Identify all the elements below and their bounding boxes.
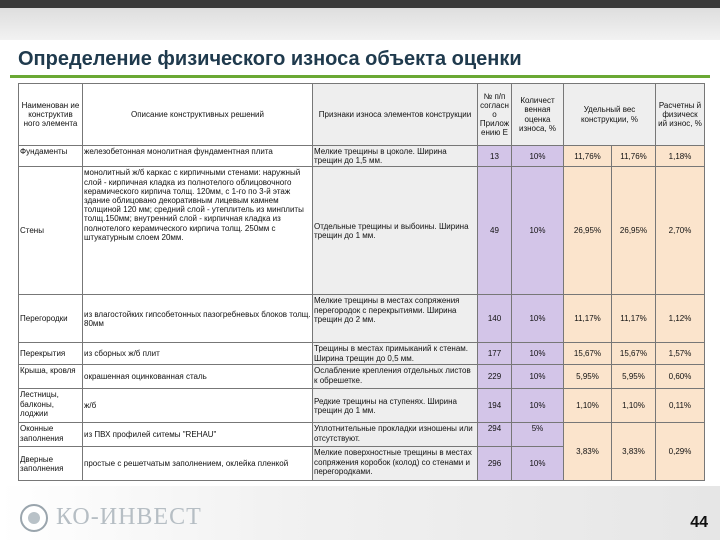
cell-calc: 0,11% xyxy=(656,389,705,423)
cell-weight-2: 3,83% xyxy=(612,423,656,481)
cell-element: Стены xyxy=(19,167,83,295)
cell-element: Фундаменты xyxy=(19,146,83,167)
top-bar-dark-strip xyxy=(0,0,720,8)
cell-calc: 2,70% xyxy=(656,167,705,295)
cell-weight-2: 1,10% xyxy=(612,389,656,423)
cell-weight-2: 11,76% xyxy=(612,146,656,167)
cell-calc: 1,57% xyxy=(656,343,705,365)
cell-element: Дверные заполнения xyxy=(19,447,83,481)
cell-signs: Мелкие поверхностные трещины в местах сопряжения коробок (колод) со стенами и перегородками. xyxy=(313,447,478,481)
cell-element: Лестницы, балконы, лоджии xyxy=(19,389,83,423)
cell-calc: 1,18% xyxy=(656,146,705,167)
table-row xyxy=(19,167,705,295)
page-number: 44 xyxy=(690,514,708,531)
cell-description: простые с решетчатым заполнением, оклейка пленкой xyxy=(83,447,313,481)
cell-weight-2: 5,95% xyxy=(612,365,656,389)
cell-description: железобетонная монолитная фундаментная плита xyxy=(83,146,313,167)
table-row xyxy=(19,343,705,365)
cell-wear: 10% xyxy=(512,343,564,365)
cell-signs: Мелкие трещины в цоколе. Ширина трещин до 1,5 мм. xyxy=(313,146,478,167)
cell-description: монолитный ж/б каркас с кирпичными стенами: наружный слой - кирпичная кладка из полнотелого облицовочного керамического кирпича толщ. 120мм, с 1-го по 3-й этаж здание облицовано декоративным лицевым камнем толщиной 120 мм; средний слой - утеплитель из минплиты толщ.150мм; внутренний слой - кирпичная кладка из полнотелого керамического кирпича толщ. 250мм с штукатурным слоем 20мм. xyxy=(83,167,313,295)
cell-weight: 3,83% xyxy=(564,423,612,481)
cell-calc: 1,12% xyxy=(656,295,705,343)
cell-signs: Редкие трещины на ступенях. Ширина трещин до 1 мм. xyxy=(313,389,478,423)
cell-calc: 0,60% xyxy=(656,365,705,389)
cell-wear: 5% xyxy=(512,423,564,447)
cell-description: из ПВХ профилей ситемы "REHAU" xyxy=(83,423,313,447)
header-wear: Количест венная оценка износа, % xyxy=(512,84,564,146)
header-num: № п/п согласн о Прилож ению Е xyxy=(478,84,512,146)
cell-num: 49 xyxy=(478,167,512,295)
cell-wear: 10% xyxy=(512,389,564,423)
cell-signs: Трещины в местах примыканий к стенам. Ширина трещин до 0,5 мм. xyxy=(313,343,478,365)
cell-weight-2: 11,17% xyxy=(612,295,656,343)
cell-element: Оконные заполнения xyxy=(19,423,83,447)
company-logo xyxy=(20,502,250,532)
cell-num: 140 xyxy=(478,295,512,343)
cell-element: Крыша, кровля xyxy=(19,365,83,389)
header-description: Описание конструктивных решений xyxy=(83,84,313,146)
logo-text: КО-ИНВЕСТ xyxy=(56,504,202,530)
cell-wear: 10% xyxy=(512,146,564,167)
table-row xyxy=(19,146,705,167)
cell-element: Перегородки xyxy=(19,295,83,343)
cell-weight: 15,67% xyxy=(564,343,612,365)
top-bar xyxy=(0,0,720,40)
header-weight: Удельный вес конструкции, % xyxy=(564,84,656,146)
cell-description: окрашенная оцинкованная сталь xyxy=(83,365,313,389)
page-title: Определение физического износа объекта оценки xyxy=(18,48,522,70)
cell-num: 177 xyxy=(478,343,512,365)
table-row xyxy=(19,389,705,423)
wear-table xyxy=(18,83,705,481)
cell-num: 294 xyxy=(478,423,512,447)
cell-weight: 11,17% xyxy=(564,295,612,343)
cell-weight-2: 15,67% xyxy=(612,343,656,365)
cell-signs: Ослабление крепления отдельных листов к обрешетке. xyxy=(313,365,478,389)
cell-weight: 1,10% xyxy=(564,389,612,423)
table-row xyxy=(19,365,705,389)
cell-weight-2: 26,95% xyxy=(612,167,656,295)
cell-description: ж/б xyxy=(83,389,313,423)
cell-num: 296 xyxy=(478,447,512,481)
cell-num: 13 xyxy=(478,146,512,167)
cell-wear: 10% xyxy=(512,295,564,343)
cell-wear: 10% xyxy=(512,447,564,481)
header-calc: Расчетны й физическ ий износ, % xyxy=(656,84,705,146)
cell-calc: 0,29% xyxy=(656,423,705,481)
cell-signs: Отдельные трещины и выбоины. Ширина трещин до 1 мм. xyxy=(313,167,478,295)
table-row xyxy=(19,423,705,447)
table-header-row xyxy=(19,84,705,146)
header-signs: Признаки износа элементов конструкции xyxy=(313,84,478,146)
cell-wear: 10% xyxy=(512,167,564,295)
cell-wear: 10% xyxy=(512,365,564,389)
cell-weight: 5,95% xyxy=(564,365,612,389)
cell-weight: 11,76% xyxy=(564,146,612,167)
cell-weight: 26,95% xyxy=(564,167,612,295)
cell-element: Перекрытия xyxy=(19,343,83,365)
cell-signs: Уплотнительные прокладки изношены или отсутствуют. xyxy=(313,423,478,447)
logo-emblem-icon xyxy=(20,504,48,532)
cell-description: из сборных ж/б плит xyxy=(83,343,313,365)
cell-description: из влагостойких гипсобетонных пазогребневых блоков толщ. 80мм xyxy=(83,295,313,343)
title-underline xyxy=(10,75,710,78)
table-row xyxy=(19,295,705,343)
cell-num: 229 xyxy=(478,365,512,389)
cell-num: 194 xyxy=(478,389,512,423)
header-element: Наименован ие конструктив ного элемента xyxy=(19,84,83,146)
cell-signs: Мелкие трещины в местах сопряжения перегородок с перекрытиями. Ширина трещин до 2 мм. xyxy=(313,295,478,343)
